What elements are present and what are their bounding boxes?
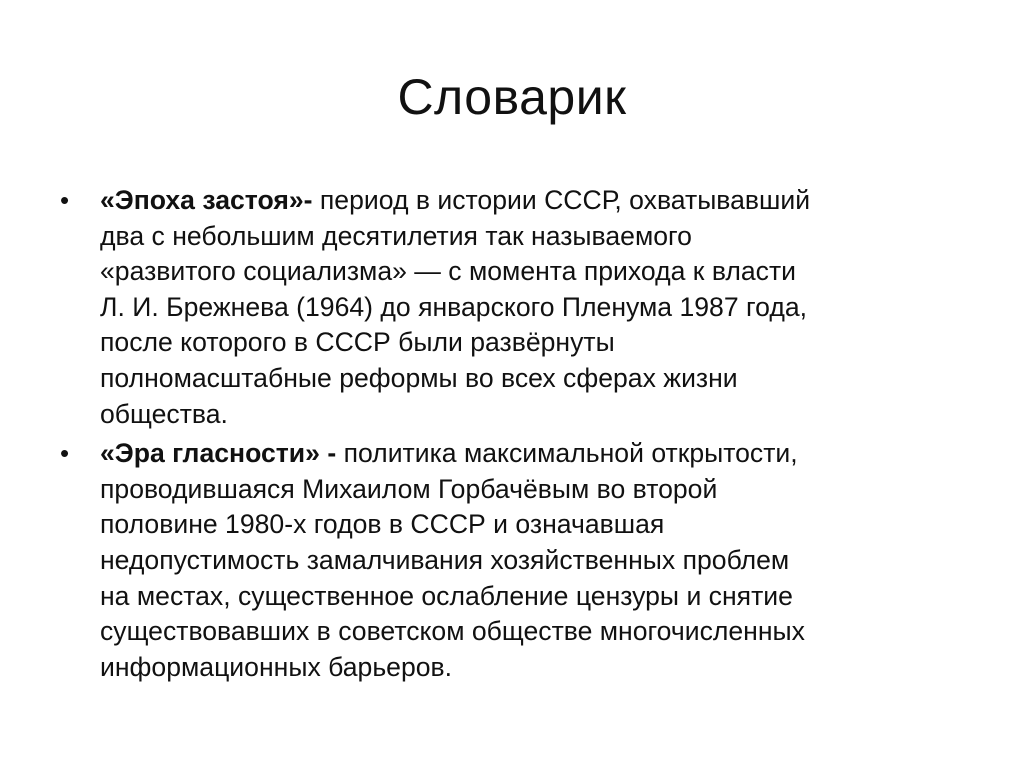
- slide-title: Словарик: [397, 69, 627, 125]
- definition-text: период в истории СССР, охватывавший: [312, 185, 811, 215]
- definition-line: половине 1980-х годов в СССР и означавшая: [100, 509, 665, 540]
- definition-list: [58, 183, 970, 689]
- definition-line: проводившаяся Михаилом Горбачёвым во второй: [100, 473, 718, 504]
- definition-line: общества.: [100, 398, 228, 429]
- bullet-icon: •: [60, 438, 70, 469]
- definition-line: [100, 183, 970, 219]
- bullet-icon: •: [60, 185, 70, 215]
- definition-line: «развитого социализма» — с момента прихода к власти: [100, 256, 796, 287]
- definition-line: после которого в СССР были развёрнуты: [100, 327, 615, 358]
- definition-line: недопустимость замалчивания хозяйственных проблем: [100, 544, 790, 575]
- definition-term: «Эра гласности» -: [100, 438, 337, 469]
- definition-term: «Эпоха застоя»-: [100, 185, 313, 215]
- definition-text: политика максимальной открытости,: [336, 438, 798, 469]
- definition-line: полномасштабные реформы во всех сферах жизни: [100, 362, 738, 393]
- definition-item-stagnation: [58, 183, 970, 432]
- definition-line: на местах, существенное ослабление цензуры и снятие: [100, 580, 793, 611]
- definition-line: два с небольшим десятилетия так называемого: [100, 220, 692, 251]
- definition-item-glasnost: [58, 436, 970, 685]
- definition-line: существовавших в советском обществе многочисленных: [100, 616, 805, 647]
- definition-line: Л. И. Брежнева (1964) до январского Пленума 1987 года,: [100, 291, 808, 322]
- definition-line: информационных барьеров.: [100, 651, 453, 682]
- definition-line: [100, 436, 970, 472]
